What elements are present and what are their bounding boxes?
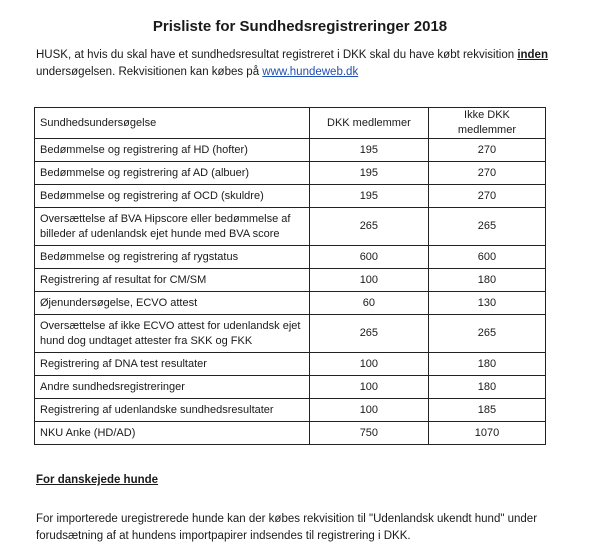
- nonmember-price-cell: 270: [428, 162, 545, 185]
- table-row: [35, 208, 546, 246]
- examination-cell: Bedømmelse og registrering af OCD (skuldre): [35, 185, 310, 208]
- examination-cell: Registrering af udenlandske sundhedsresultater: [35, 399, 310, 422]
- examination-cell: Registrering af resultat for CM/SM: [35, 269, 310, 292]
- member-price-cell: 60: [309, 292, 428, 315]
- nonmember-price-cell: 180: [428, 269, 545, 292]
- nonmember-price-cell: 270: [428, 185, 545, 208]
- table-row: [35, 353, 546, 376]
- table-row: [35, 246, 546, 269]
- column-header-members: DKK medlemmer: [309, 108, 428, 139]
- nonmember-price-cell: 600: [428, 246, 545, 269]
- table-row: [35, 269, 546, 292]
- member-price-cell: 265: [309, 315, 428, 353]
- examination-cell: Oversættelse af ikke ECVO attest for udenlandsk ejet hund dog undtaget attester fra SKK og FKK: [35, 315, 310, 353]
- nonmember-price-cell: 1070: [428, 422, 545, 445]
- section-heading: For danskejede hunde: [36, 474, 159, 486]
- column-header-examination: Sundhedsundersøgelse: [35, 108, 310, 139]
- column-header-nonmembers: Ikke DKK medlemmer: [428, 108, 545, 139]
- member-price-cell: 195: [309, 185, 428, 208]
- footer-note: For importerede uregistrerede hunde kan der købes rekvisition til "Udenlandsk ukendt hund" under forudsætning af at hundens importpapirer indsendes til registrering i DKK.: [36, 513, 538, 542]
- examination-cell: Registrering af DNA test resultater: [35, 353, 310, 376]
- examination-cell: Bedømmelse og registrering af AD (albuer): [35, 162, 310, 185]
- price-table: [34, 107, 546, 445]
- member-price-cell: 265: [309, 208, 428, 246]
- table-row: [35, 185, 546, 208]
- member-price-cell: 100: [309, 399, 428, 422]
- member-price-cell: 100: [309, 353, 428, 376]
- examination-cell: Bedømmelse og registrering af HD (hofter): [35, 139, 310, 162]
- examination-cell: Oversættelse af BVA Hipscore eller bedømmelse af billeder af udenlandsk ejet hunde med BVA score: [35, 208, 310, 246]
- member-price-cell: 600: [309, 246, 428, 269]
- member-price-cell: 195: [309, 139, 428, 162]
- page-title: Prisliste for Sundhedsregistreringer 2018: [152, 18, 448, 35]
- table-row: [35, 292, 546, 315]
- hundeweb-link[interactable]: www.hundeweb.dk: [262, 66, 359, 78]
- table-header-row: [35, 108, 546, 139]
- intro-text-after: undersøgelsen. Rekvisitionen kan købes på: [36, 66, 263, 78]
- nonmember-price-cell: 270: [428, 139, 545, 162]
- table-row: [35, 376, 546, 399]
- intro-paragraph: [36, 47, 556, 81]
- nonmember-price-cell: 265: [428, 208, 545, 246]
- intro-emphasis: inden: [517, 49, 548, 61]
- nonmember-price-cell: 180: [428, 353, 545, 376]
- member-price-cell: 100: [309, 376, 428, 399]
- table-row: [35, 162, 546, 185]
- nonmember-price-cell: 130: [428, 292, 545, 315]
- table-row: [35, 399, 546, 422]
- nonmember-price-cell: 180: [428, 376, 545, 399]
- price-table-body: [35, 139, 546, 445]
- member-price-cell: 750: [309, 422, 428, 445]
- member-price-cell: 100: [309, 269, 428, 292]
- examination-cell: Bedømmelse og registrering af rygstatus: [35, 246, 310, 269]
- table-row: [35, 422, 546, 445]
- nonmember-price-cell: 265: [428, 315, 545, 353]
- nonmember-price-cell: 185: [428, 399, 545, 422]
- examination-cell: Øjenundersøgelse, ECVO attest: [35, 292, 310, 315]
- examination-cell: NKU Anke (HD/AD): [35, 422, 310, 445]
- examination-cell: Andre sundhedsregistreringer: [35, 376, 310, 399]
- member-price-cell: 195: [309, 162, 428, 185]
- table-row: [35, 139, 546, 162]
- table-row: [35, 315, 546, 353]
- intro-text-before: HUSK, at hvis du skal have et sundhedsresultat registreret i DKK skal du have købt rekvisition: [36, 49, 518, 61]
